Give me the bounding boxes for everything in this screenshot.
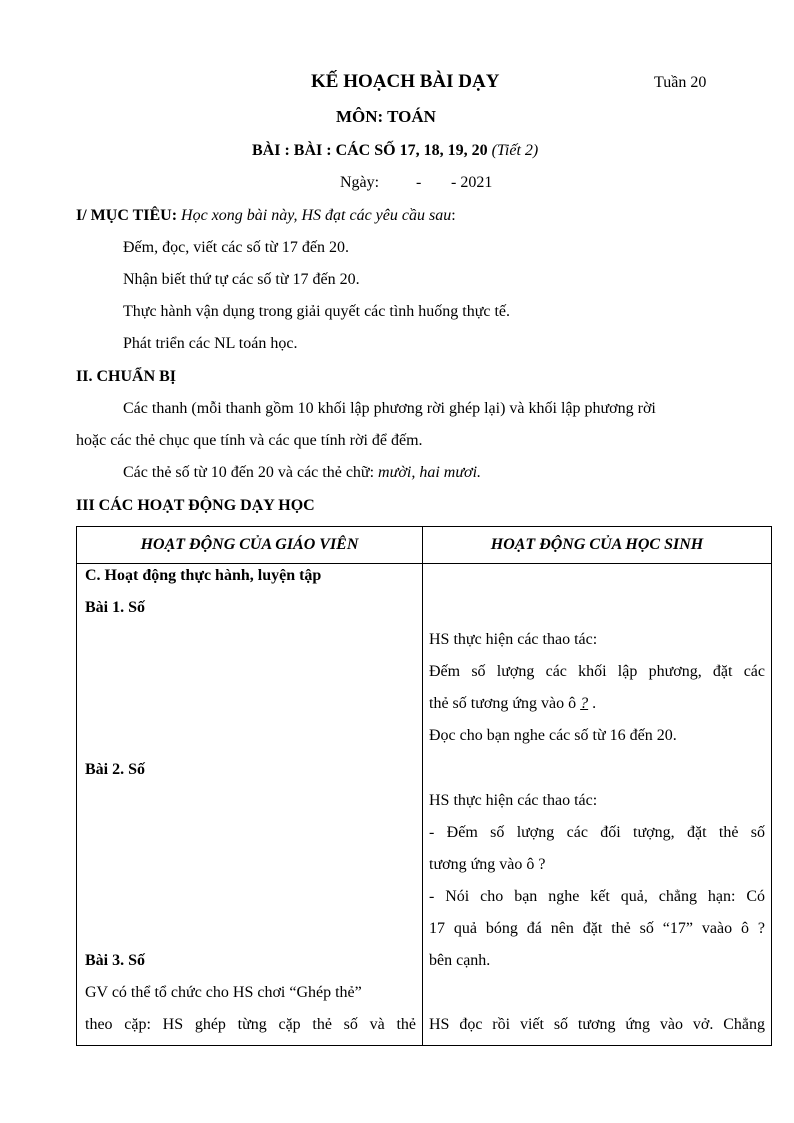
- objectives-heading-line: [76, 206, 456, 226]
- student-ex1-line1: HS thực hiện các thao tác:: [429, 631, 598, 648]
- table-row: [77, 564, 772, 1046]
- student-ex2-line3: tương ứng vào ô ?: [429, 856, 546, 873]
- practice-section-title: C. Hoạt động thực hành, luyện tập: [85, 567, 322, 584]
- preparation-cards-text: Các thẻ số từ 10 đến 20 và các thẻ chữ:: [123, 464, 379, 481]
- objectives-intro: Học xong bài này, HS đạt các yêu cầu sau: [181, 207, 452, 224]
- teacher-cell: [77, 564, 423, 1046]
- week-label: Tuần 20: [654, 74, 707, 91]
- date-separator-1: -: [416, 174, 422, 191]
- preparation-cards-words: mười, hai mươi.: [378, 464, 482, 481]
- activities-heading: III CÁC HOẠT ĐỘNG DẠY HỌC: [76, 497, 315, 514]
- exercise-2-title: Bài 2. Số: [85, 761, 146, 778]
- objective-item: Đếm, đọc, viết các số từ 17 đến 20.: [123, 239, 349, 256]
- exercise-1-title: Bài 1. Số: [85, 599, 146, 616]
- table-header-row: [77, 527, 772, 564]
- student-ex1-line3: [429, 694, 596, 714]
- student-ex2-line6: bên cạnh.: [429, 952, 491, 969]
- objective-item: Nhận biết thứ tự các số từ 17 đến 20.: [123, 271, 360, 288]
- lesson-period: (Tiết 2): [491, 142, 539, 159]
- student-ex1-line4: Đọc cho bạn nghe các số từ 16 đến 20.: [429, 727, 677, 744]
- lesson-title: [252, 141, 538, 161]
- objective-item: Phát triển các NL toán học.: [123, 335, 298, 352]
- preparation-text-line1: Các thanh (mỗi thanh gồm 10 khối lập phương rời ghép lại) và khối lập phương rời: [123, 400, 656, 417]
- teacher-instruction-line2: theo cặp: HS ghép từng cặp thẻ số và thẻ: [85, 1016, 416, 1033]
- exercise-3-title: Bài 3. Số: [85, 952, 146, 969]
- student-ex1-line3-end: .: [588, 695, 597, 712]
- objectives-heading: I/ MỤC TIÊU:: [76, 207, 178, 224]
- preparation-cards-line: [123, 463, 481, 483]
- objectives-intro-colon: :: [451, 207, 456, 224]
- objective-item: Thực hành vận dụng trong giải quyết các tình huống thực tế.: [123, 303, 511, 320]
- student-ex2-line4: - Nói cho bạn nghe kết quả, chẳng hạn: Có: [429, 888, 765, 905]
- student-ex2-line5: 17 quả bóng đá nên đặt thẻ số “17” vaào ô ?: [429, 920, 765, 937]
- student-ex3-line1: HS đọc rồi viết số tương ứng vào vở. Chẳng: [429, 1016, 765, 1033]
- teacher-instruction-line1: GV có thể tổ chức cho HS chơi “Ghép thẻ”: [85, 984, 362, 1001]
- teacher-column-header: HOẠT ĐỘNG CỦA GIÁO VIÊN: [77, 527, 423, 564]
- question-box-mark: ?: [580, 695, 589, 712]
- student-column-header: HOẠT ĐỘNG CỦA HỌC SINH: [423, 527, 772, 564]
- preparation-heading: II. CHUẨN BỊ: [76, 368, 177, 385]
- preparation-text-line2: hoặc các thẻ chục que tính và các que tính rời để đếm.: [76, 432, 423, 449]
- page-title: KẾ HOẠCH BÀI DẠY: [311, 71, 500, 92]
- date-label: Ngày:: [340, 174, 380, 191]
- student-ex1-line2: Đếm số lượng các khối lập phương, đặt các: [429, 663, 765, 680]
- activities-table: [76, 526, 772, 1046]
- subject-label: MÔN: TOÁN: [336, 107, 436, 126]
- student-ex2-line1: HS thực hiện các thao tác:: [429, 792, 598, 809]
- date-year: - 2021: [451, 174, 493, 191]
- student-ex2-line2: - Đếm số lượng các đối tượng, đặt thẻ số: [429, 824, 765, 841]
- student-ex1-line3-text: thẻ số tương ứng vào ô: [429, 695, 581, 712]
- student-cell: [423, 564, 772, 1046]
- lesson-name: BÀI : BÀI : CÁC SỐ 17, 18, 19, 20: [252, 142, 488, 159]
